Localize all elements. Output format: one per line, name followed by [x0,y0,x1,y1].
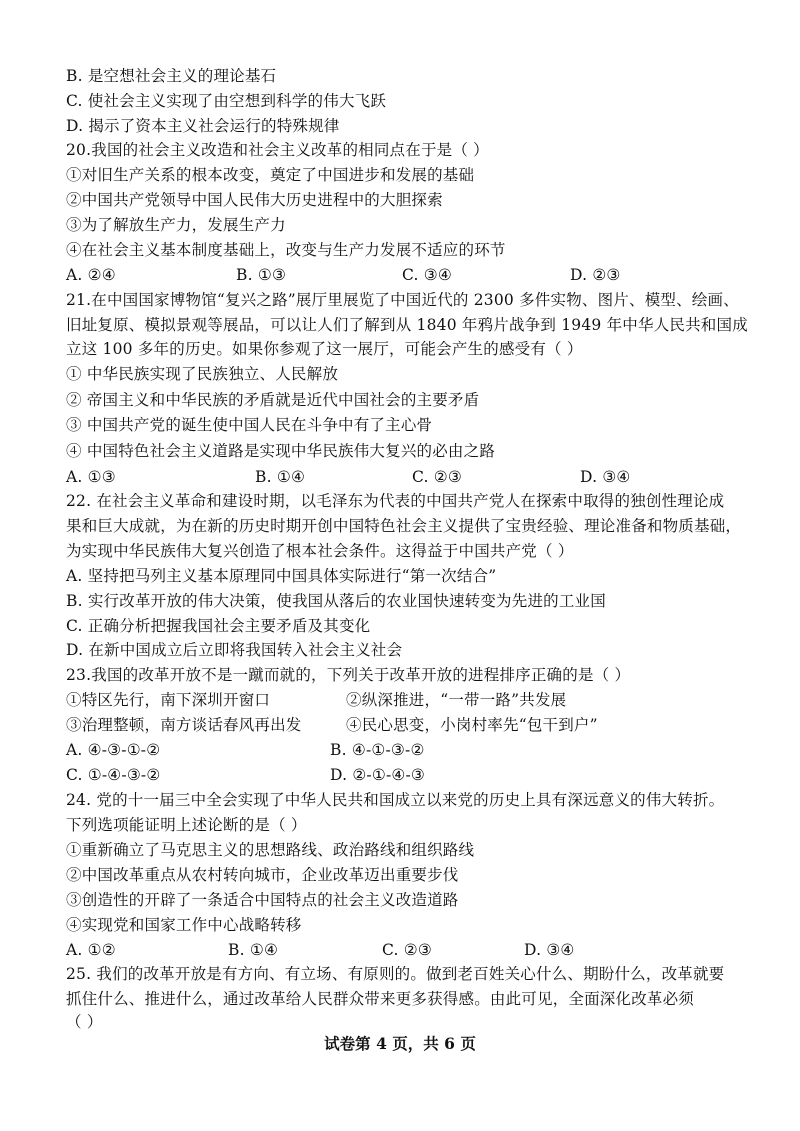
q21-option-b: B. ①④ [255,468,306,486]
q25-stem-line-1: 25. 我们的改革开放是有方向、有立场、有原则的。做到老百姓关心什么、期盼什么，改革就要 [66,965,725,983]
q24-option-a: A. ①② [66,941,116,959]
q25-stem-line-3: （ ） [66,1013,103,1031]
q20-option-d: D. ②③ [570,266,621,284]
q24-item-3: ③创造性的开辟了一条适合中国特点的社会主义改造道路 [66,891,459,909]
q20-item-1: ①对旧生产关系的根本改变，奠定了中国进步和发展的基础 [66,166,475,184]
q20-item-2: ②中国共产党领导中国人民伟大历史进程中的大胆探索 [66,191,443,209]
q23-option-d: D. ②-①-④-③ [330,766,426,784]
q21-item-2: ② 帝国主义和中华民族的矛盾就是近代中国社会的主要矛盾 [66,391,480,409]
q20-item-4: ④在社会主义基本制度基础上，改变与生产力发展不适应的环节 [66,241,506,259]
q20-option-a: A. ②④ [66,266,116,284]
q22-option-d: D. 在新中国成立后立即将我国转入社会主义社会 [66,641,403,659]
q23-option-c: C. ①-④-③-② [66,766,161,784]
q25-stem-line-2: 抓住什么、推进什么，通过改革给人民群众带来更多获得感。由此可见，全面深化改革必须 [66,990,695,1008]
q23-stem: 23.我国的改革开放不是一蹴而就的，下列关于改革开放的进程排序正确的是（ ） [66,666,631,684]
q22-option-c: C. 正确分析把握我国社会主要矛盾及其变化 [66,617,371,635]
q24-option-d: D. ③④ [524,941,575,959]
q23-option-a: A. ④-③-①-② [66,741,161,759]
page-footer: 试卷第 4 页，共 6 页 [324,1034,476,1053]
q20-stem: 20.我国的社会主义改造和社会主义改革的相同点在于是（ ） [66,141,489,159]
q21-option-a: A. ①③ [66,468,116,486]
q21-item-1: ① 中华民族实现了民族独立、人民解放 [66,365,339,383]
q23-item-2: ②纵深推进，“一带一路”共发展 [346,691,567,709]
q23-option-b: B. ④-①-③-② [330,741,425,759]
q23-item-4: ④民心思变，小岗村率先“包干到户” [346,716,598,734]
q24-option-b: B. ①④ [228,941,279,959]
q24-item-4: ④实现党和国家工作中心战略转移 [66,916,302,934]
q21-stem-line-2: 旧址复原、模拟景观等展品，可以让人们了解到从 1840 年鸦片战争到 1949 年中华人民共和国成 [66,316,748,334]
q19-option-c: C. 使社会主义实现了由空想到科学的伟大飞跃 [66,92,387,110]
q21-stem-line-1: 21.在中国国家博物馆“复兴之路”展厅里展览了中国近代的 2300 多件实物、图片、模型、绘画、 [66,291,739,309]
q24-item-1: ①重新确立了马克思主义的思想路线、政治路线和组织路线 [66,841,475,859]
q21-item-4: ④ 中国特色社会主义道路是实现中华民族伟大复兴的必由之路 [66,442,496,460]
q24-item-2: ②中国改革重点从农村转向城市，企业改革迈出重要步伐 [66,866,459,884]
q24-stem-line-1: 24. 党的十一届三中全会实现了中华人民共和国成立以来党的历史上具有深远意义的伟大转折。 [66,791,725,809]
q23-item-3: ③治理整顿，南方谈话春风再出发 [66,716,302,734]
q22-stem-line-1: 22. 在社会主义革命和建设时期，以毛泽东为代表的中国共产党人在探索中取得的独创性理论成 [66,492,725,510]
q20-option-b: B. ①③ [236,266,287,284]
q22-option-a: A. 坚持把马列主义基本原理同中国具体实际进行“第一次结合” [66,567,497,585]
q19-option-d: D. 揭示了资本主义社会运行的特殊规律 [66,117,340,135]
q24-option-c: C. ②③ [382,941,432,959]
q19-option-b: B. 是空想社会主义的理论基石 [66,67,277,85]
q23-item-1: ①特区先行，南下深圳开窗口 [66,691,271,709]
q22-stem-line-2: 果和巨大成就，为在新的历史时期开创中国特色社会主义提供了宝贵经验、理论准备和物质基础， [66,517,742,535]
q20-option-c: C. ③④ [402,266,452,284]
q20-item-3: ③为了解放生产力，发展生产力 [66,216,286,234]
q21-option-c: C. ②③ [412,468,462,486]
q24-stem-line-2: 下列选项能证明上述论断的是（ ） [66,816,307,834]
q22-stem-line-3: 为实现中华民族伟大复兴创造了根本社会条件。这得益于中国共产党（ ） [66,542,574,560]
q21-option-d: D. ③④ [580,468,631,486]
q21-stem-line-3: 立这 100 多年的历史。如果你参观了这一展厅，可能会产生的感受有（ ） [66,340,583,358]
q21-item-3: ③ 中国共产党的诞生使中国人民在斗争中有了主心骨 [66,416,433,434]
q22-option-b: B. 实行改革开放的伟大决策，使我国从落后的农业国快速转变为先进的工业国 [66,592,606,610]
